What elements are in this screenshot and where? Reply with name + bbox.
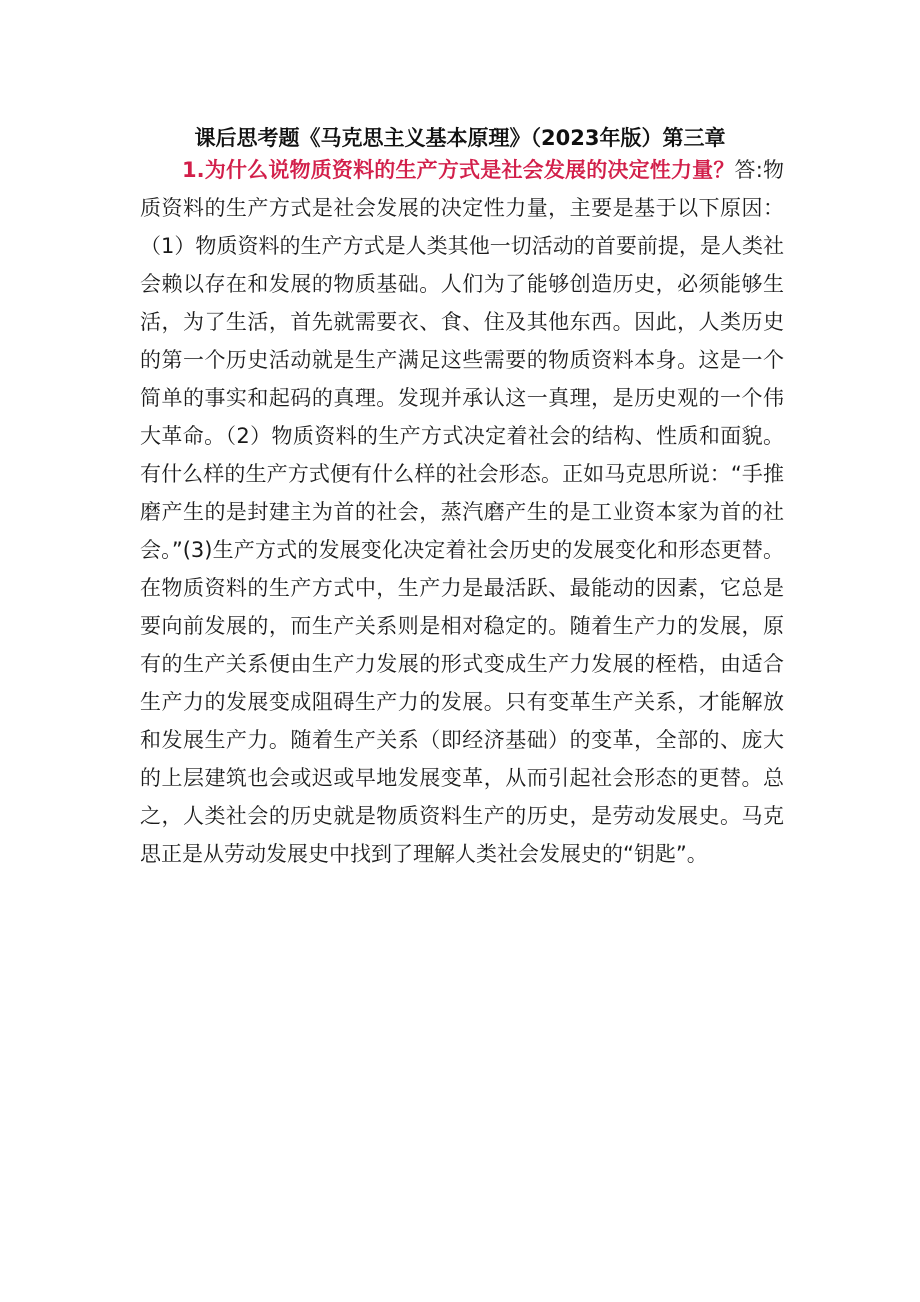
answer-text: 物质资料的生产方式是社会发展的决定性力量，主要是基于以下原因：（1）物质资料的生产方式是人类其他一切活动的首要前提，是人类社会赖以存在和发展的物质基础。人们为了能够创造历史，必须能够生活，为了生活，首先就需要衣、食、住及其他东西。因此，人类历史的第一个历史活动就是生产满足这些需要的物质资料本身。这是一个简单的事实和起码的真理。发现并承认这一真理，是历史观的一个伟大革命。（2）物质资料的生产方式决定着社会的结构、性质和面貌。有什么样的生产方式便有什么样的社会形态。正如马克思所说：“手推磨产生的是封建主为首的社会，蒸汽磨产生的是工业资本家为首的社会。”(3)生产方式的发展变化决定着社会历史的发展变化和形态更替。在物质资料的生产方式中，生产力是最活跃、最能动的因素，它总是要向前发展的，而生产关系则是相对稳定的。随着生产力的发展，原有的生产关系便由生产力发展的形式变成生产力发展的桎梏，由适合生产力的发展变成阻碍生产力的发展。只有变革生产关系，才能解放和发展生产力。随着生产关系（即经济基础）的变革，全部的、庞大的上层建筑也会或迟或早地发展变革，从而引起社会形态的更替。总之，人类社会的历史就是物质资料生产的历史，是劳动发展史。马克思正是从劳动发展史中找到了理解人类社会发展史的“钥匙”。 bbox=[140, 158, 785, 866]
document-title: 课后思考题《马克思主义基本原理》（2023年版）第三章 bbox=[194, 126, 726, 150]
answer-paragraph bbox=[140, 151, 784, 873]
answer-prefix: 答: bbox=[734, 158, 763, 182]
question-heading: 1.为什么说物质资料的生产方式是社会发展的决定性力量？ bbox=[182, 158, 735, 182]
